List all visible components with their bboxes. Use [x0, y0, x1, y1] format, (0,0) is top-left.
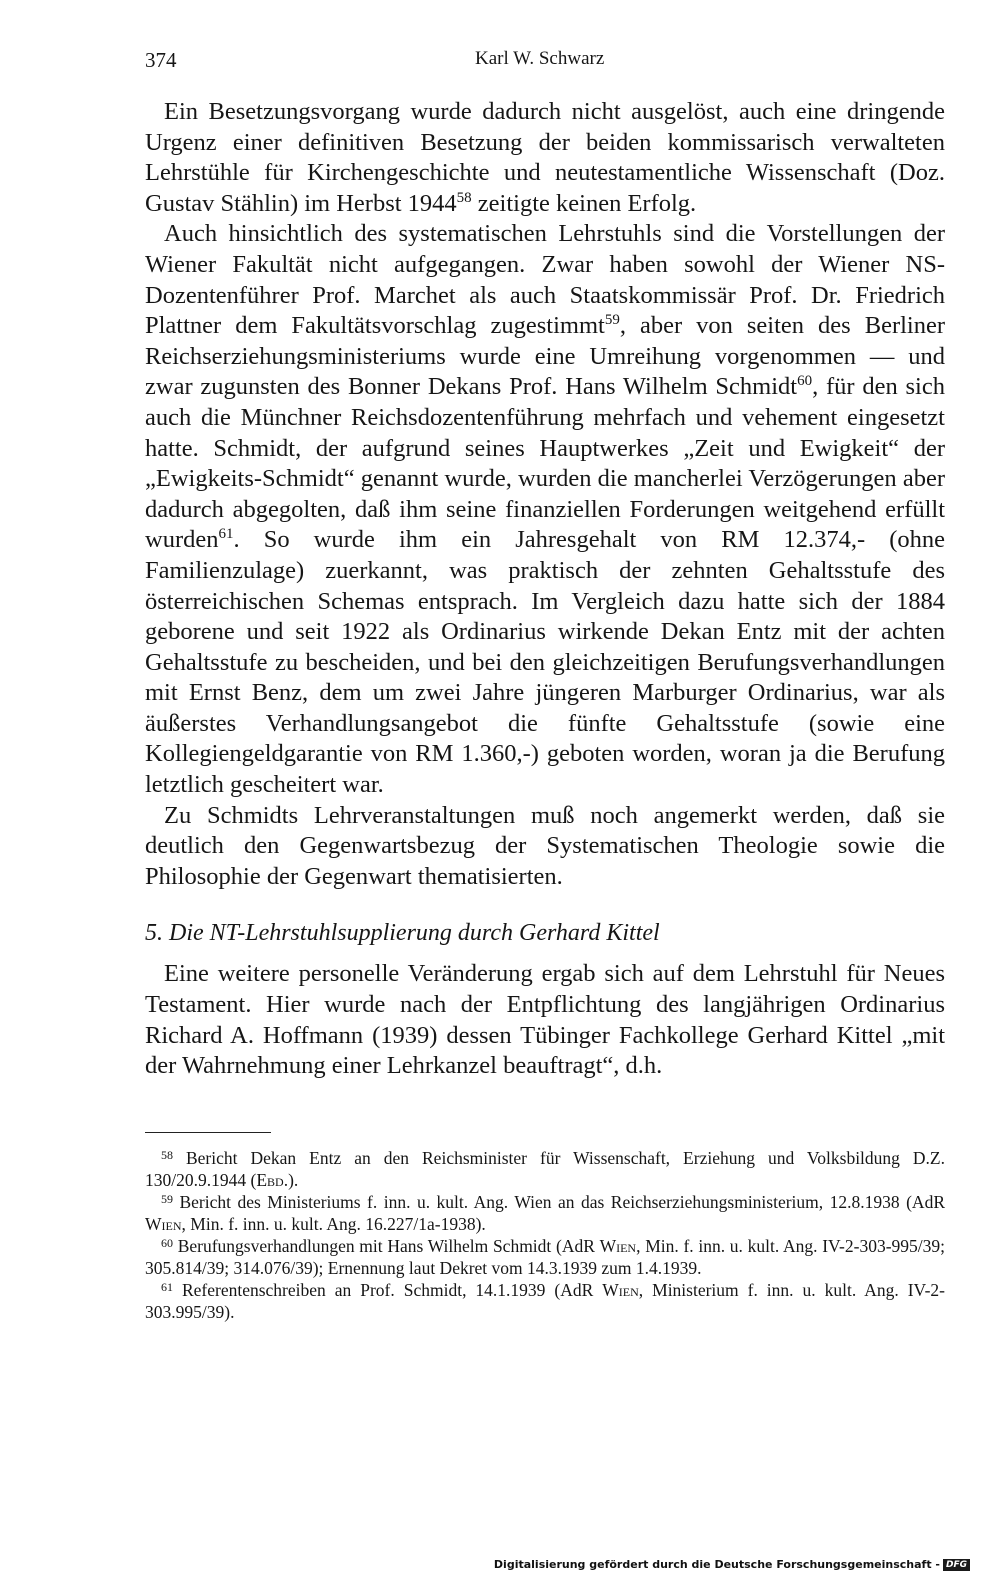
text-run: Auch hinsichtlich des systematischen Lehrstuhls sind die Vorstellungen der Wiener Fakultät nicht aufgegangen. Zwar haben sowohl der Wiener NS-Dozentenführer Prof. Marchet als auch Staatskommissär Prof. Dr. Friedrich Plattner dem Fakultätsvorschlag zugestimmt [145, 220, 945, 340]
text-run: , Min. f. inn. u. kult. Ang. IV-2-303-995/39; 305.814/39; 314.076/39); Ernennung laut Dekret vom 14.3.1939 zum 1.4.1939. [145, 1236, 946, 1278]
paragraph [145, 97, 945, 219]
text-run: Ein Besetzungsvorgang wurde dadurch nicht ausgelöst, auch eine dringende Urgenz einer definitiven Besetzung der beiden kommissarisch verwalteten Lehrstühle für Kirchengeschichte und neutestamentliche Wissenschaft (Doz. Gustav Stählin) im Herbst 1944 [145, 98, 945, 217]
body-text [145, 97, 945, 1082]
credit-text: Digitalisierung gefördert durch die Deutsche Forschungsgemeinschaft - [493, 1558, 940, 1571]
footnote-number: 61 [161, 1280, 173, 1294]
footnote-ref: 58 [456, 189, 472, 206]
footnote-ref: 59 [604, 312, 620, 329]
dfg-logo: DFG [943, 1559, 970, 1571]
text-run: ). [288, 1170, 299, 1190]
paragraph: Eine weitere personelle Veränderung ergab sich auf dem Lehrstuhl für Neues Testament. Hier wurde nach der Entpflichtung des langjährigen Ordinarius Richard A. Hoffmann (1939) dessen Tübinger Fachkollege Gerhard Kittel „mit der Wahrnehmung einer Lehrkanzel beauftragt“, d.h. [145, 960, 945, 1080]
footnotes [145, 1147, 945, 1323]
small-caps-text: Wien [599, 1236, 637, 1256]
footnote-number: 59 [161, 1192, 173, 1206]
text-run: zeitigte keinen Erfolg. [471, 189, 697, 217]
footnote-number: 60 [161, 1236, 173, 1250]
text-run: Berufungsverhandlungen mit Hans Wilhelm Schmidt (AdR [173, 1236, 600, 1256]
text-run: , für den sich auch die Münchner Reichsdozentenführung mehrfach und vehement eingesetzt hatte. Schmidt, der aufgrund seines Hauptwerkes „Zeit und Ewigkeit“ der „Ewigkeits-Schmidt“ genannt wurde, wurden die mancherlei Verzögerungen aber dadurch abgegolten, daß ihm seine finanziellen Forderungen weitgehend erfüllt wurden [145, 373, 945, 554]
footnote [145, 1279, 945, 1323]
text-run: , aber von seiten des Berliner Reichserziehungsministeriums wurde eine Umreihung vorgenommen — und zwar zugunsten des Bonner Dekans Prof. Hans Wilhelm Schmidt [145, 312, 946, 401]
text-run: . So wurde ihm ein Jahresgehalt von RM 12.374,- (ohne Familienzulage) zuerkannt, was praktisch der zehnten Gehaltsstufe des österreichischen Schemas entsprach. Im Vergleich dazu hatte sich der 1884 geborene und seit 1922 als Ordinarius wirkende Dekan Entz mit der achten Gehaltsstufe zu bescheiden, und bei den gleichzeitigen Berufungsverhandlungen mit Ernst Benz, dem um zwei Jahre jüngeren Marburger Ordinarius, war als äußerstes Verhandlungsangebot die fünfte Gehaltsstufe (sowie eine Kollegiengeldgarantie von RM 1.360,-) geboten worden, woran ja die Berufung letztlich gescheitert war. [145, 526, 945, 799]
footnote [145, 1191, 945, 1235]
text-run: , Ministerium f. inn. u. kult. Ang. IV-2-303.995/39). [145, 1280, 945, 1322]
footnote-rule [145, 1132, 271, 1133]
footnote-number: 58 [161, 1148, 173, 1162]
small-caps-text: Ebd. [256, 1170, 289, 1190]
paragraph [145, 219, 945, 800]
spacer [145, 892, 945, 918]
digitization-credit [494, 1558, 970, 1571]
section-heading: 5. Die NT-Lehrstuhlsupplierung durch Gerhard Kittel [145, 920, 660, 947]
running-title: Karl W. Schwarz [475, 48, 605, 69]
running-head [145, 48, 945, 78]
footnote [145, 1235, 945, 1279]
footnote-ref: 61 [218, 526, 234, 543]
text-run: , Min. f. inn. u. kult. Ang. 16.227/1a-1938). [181, 1214, 486, 1234]
text-run: Bericht Dekan Entz an den Reichsminister für Wissenschaft, Erziehung und Volksbildung D.Z. 130/20.9.1944 ( [145, 1148, 945, 1190]
footnote-ref: 60 [797, 373, 813, 390]
footnote [145, 1147, 945, 1191]
paragraph: Zu Schmidts Lehrveranstaltungen muß noch angemerkt werden, daß sie deutlich den Gegenwartsbezug der Systematischen Theologie sowie die Philosophie der Gegenwart thematisierten. [145, 801, 945, 890]
text-run: Referentenschreiben an Prof. Schmidt, 14.1.1939 (AdR [173, 1280, 603, 1300]
page-number: 374 [145, 48, 177, 72]
text-run: Bericht des Ministeriums f. inn. u. kult. Ang. Wien an das Reichserziehungsministerium, 12.8.1938 (AdR [173, 1192, 945, 1212]
small-caps-text: Wien [145, 1214, 182, 1234]
small-caps-text: Wien [602, 1280, 639, 1300]
